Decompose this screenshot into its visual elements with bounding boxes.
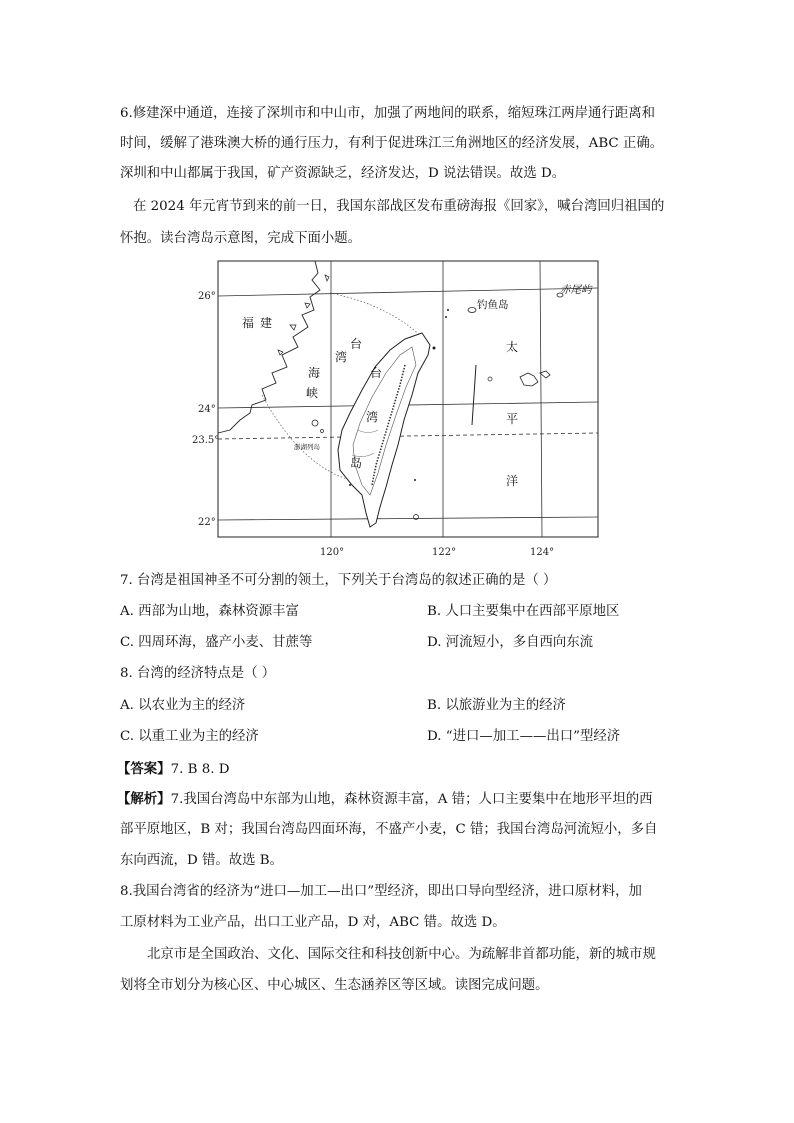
- answer-text: 7. B 8. D: [170, 762, 230, 777]
- analysis-line-2: 部平原地区，B 对；我国台湾岛四面环海，不盛产小麦，C 错；我国台湾岛河流短小，多自: [120, 822, 658, 837]
- fujian-islands: [278, 275, 329, 355]
- lat-label-26: 26°: [198, 291, 216, 302]
- diaoyu-island: [468, 308, 476, 313]
- q7-option-c: C. 四周环海，盛产小麦、甘蔗等: [120, 635, 313, 650]
- lon-label-124: 124°: [530, 547, 555, 558]
- strait-label-3: 海: [308, 366, 321, 380]
- lat-label-24: 24°: [198, 404, 216, 415]
- diaoyu-label: 钓鱼岛: [477, 299, 509, 311]
- small-islet-4: [414, 479, 416, 481]
- lat-line-26: [218, 288, 598, 296]
- island-label-3: 岛: [350, 456, 363, 470]
- q6-explanation-line-2: 时间，缓解了港珠澳大桥的通行压力，有利于促进珠江三角洲地区的经济发展，ABC 正确。: [120, 136, 664, 151]
- intro-line-2: 怀抱。读台湾岛示意图，完成下面小题。: [120, 231, 362, 246]
- q7-option-b: B. 人口主要集中在西部平原地区: [427, 604, 620, 619]
- strait-label-4: 峡: [306, 386, 319, 400]
- lat-label-22: 22°: [198, 517, 216, 528]
- small-island-east: [488, 377, 492, 381]
- q8-stem: 8. 台湾的经济特点是（ ）: [120, 666, 276, 681]
- small-islet-2: [445, 316, 447, 318]
- q8-option-d: D. “进口—加工——出口”型经济: [427, 729, 621, 744]
- chiwei-label: 赤尾屿: [560, 284, 592, 296]
- fujian-label-2: 建: [260, 316, 273, 330]
- pacific-label-1: 太: [506, 340, 519, 354]
- q7-stem: 7. 台湾是祖国神圣不可分割的领土，下列关于台湾岛的叙述正确的是（ ）: [120, 573, 557, 588]
- island-label-2: 湾: [366, 410, 379, 424]
- intro-line-1: 在 2024 年元宵节到来的前一日，我国东部战区发布重磅海报《回家》，喊台湾回归祖国的: [133, 199, 665, 214]
- lat-label-23-5: 23.5°: [192, 435, 220, 446]
- fujian-label-1: 福: [242, 316, 255, 330]
- q8-option-a: A. 以农业为主的经济: [120, 698, 246, 713]
- analysis-line-3: 东向西流，D 错。故选 B。: [120, 853, 283, 868]
- strait-label-1: 台: [350, 337, 363, 351]
- q6-explanation-line-1: 6.修建深中通道，连接了深圳市和中山市，加强了两地间的联系，缩短珠江两岸通行距离和: [120, 106, 656, 121]
- pacific-label-3: 洋: [506, 474, 519, 488]
- q7-option-d: D. 河流短小，多自西向东流: [427, 635, 594, 650]
- q8-option-b: B. 以旅游业为主的经济: [427, 698, 566, 713]
- q7-option-a: A. 西部为山地，森林资源丰富: [120, 604, 299, 619]
- pacific-label-2: 平: [506, 412, 519, 426]
- lon-line-124: [540, 261, 542, 537]
- ryukyu-islands: [520, 371, 550, 386]
- guishan-island: [433, 347, 436, 350]
- lat-line-22: [218, 517, 598, 520]
- boundary-line-north: [330, 293, 425, 340]
- analysis-label: 【解析】: [117, 791, 171, 807]
- beijing-intro-line-2: 划将全市划分为核心区、中心城区、生态涵养区等区域。读图完成问题。: [120, 978, 549, 993]
- analysis-text-1: 7.我国台湾岛中东部为山地，森林资源丰富，A 错；人口主要集中在地形平坦的西: [170, 792, 653, 807]
- penghu-island: [312, 420, 318, 426]
- answer-label: 【答案】: [117, 761, 171, 777]
- strait-label-2: 湾: [335, 350, 348, 364]
- penghu-island-small: [321, 430, 324, 433]
- taiwan-island-outline: [338, 333, 430, 527]
- analysis-line-4: 8.我国台湾省的经济为“进口—加工—出口”型经济，即出口导向型经济，进口原材料，加: [120, 884, 642, 899]
- q8-option-c: C. 以重工业为主的经济: [120, 729, 259, 744]
- q6-explanation-line-3: 深圳和中山都属于我国，矿产资源缺乏，经济发达，D 说法错误。故选 D。: [120, 166, 566, 181]
- boundary-line-east: [472, 365, 476, 425]
- island-label-1: 台: [370, 366, 383, 380]
- small-islet-1: [447, 309, 449, 311]
- small-islet-3: [349, 484, 351, 486]
- boundary-line-south: [262, 395, 350, 480]
- lon-label-120: 120°: [320, 547, 345, 558]
- taiwan-map: [190, 255, 610, 565]
- analysis-line-5: 工原材料为工业产品，出口工业产品，D 对，ABC 错。故选 D。: [120, 915, 506, 930]
- penghu-label: 澎湖列岛: [294, 443, 320, 451]
- lon-label-122: 122°: [432, 547, 457, 558]
- analysis-line-1: [117, 790, 653, 809]
- beijing-intro-line-1: 北京市是全国政治、文化、国际交往和科技创新中心。为疏解非首都功能，新的城市规: [147, 947, 656, 962]
- answer-line: [117, 760, 229, 779]
